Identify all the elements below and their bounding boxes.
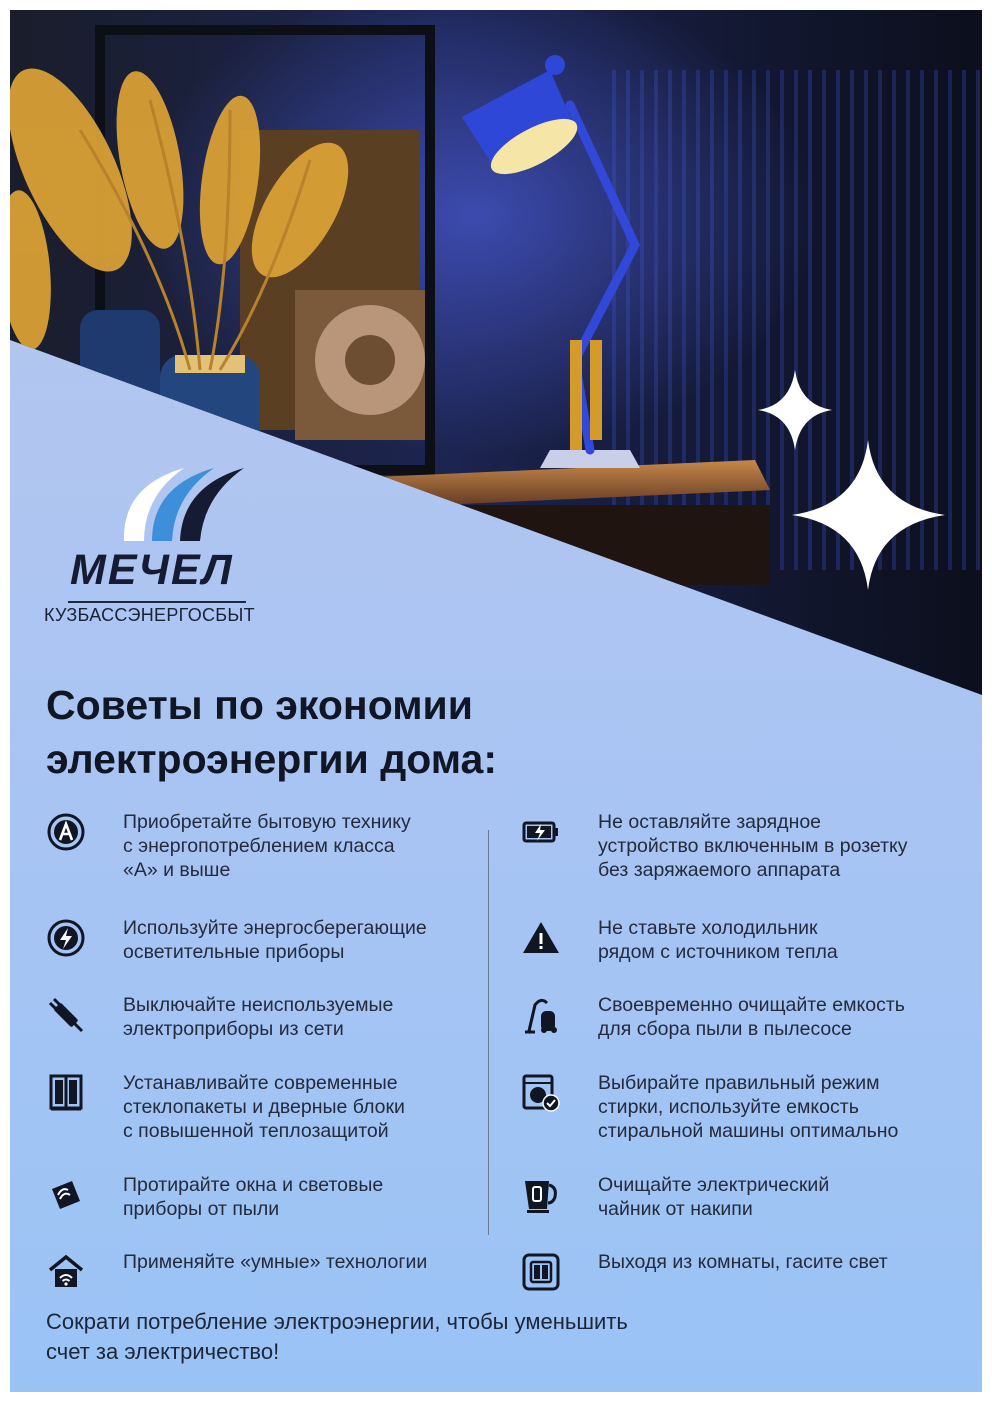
tip-left-3: [46, 993, 393, 1041]
footer-call-to-action: Сократи потребление электроэнергии, чтобы уменьшить счет за электричество!: [46, 1309, 628, 1364]
brand-rule: [68, 601, 246, 603]
flyer: [10, 10, 982, 1392]
window-icon: [46, 1073, 86, 1113]
tip-text: Выключайте неиспользуемые электроприборы из сети: [123, 994, 394, 1040]
tip-right-1: [521, 810, 908, 882]
tip-left-4: [46, 1071, 405, 1143]
column-divider: [488, 830, 489, 1235]
brand-name: МЕЧЕЛ: [70, 546, 234, 594]
brand-subtitle: КУЗБАССЭНЕРГОСБЫТ: [44, 605, 255, 625]
unplugged-plug-icon: [46, 995, 86, 1035]
light-switch-icon: [521, 1252, 561, 1292]
tip-text: Своевременно очищайте емкость для сбора пыли в пылесосе: [598, 994, 905, 1040]
lightning-circle-icon: [46, 918, 86, 958]
tip-right-5: [521, 1173, 829, 1221]
mechel-logo-icon: [114, 466, 244, 546]
tip-text: Выходя из комнаты, гасите свет: [598, 1251, 888, 1273]
tip-right-6: [521, 1250, 888, 1292]
brand-block: [44, 466, 284, 636]
electric-kettle-icon: [521, 1175, 561, 1215]
tip-text: Не оставляйте зарядное устройство включенным в розетку без заряжаемого аппарата: [598, 811, 908, 881]
charging-battery-icon: [521, 812, 561, 852]
energy-class-a-icon: [46, 812, 86, 852]
cleaning-cloth-icon: [46, 1175, 86, 1215]
headline-line-2: электроэнергии дома:: [46, 736, 497, 782]
tip-text: Устанавливайте современные стеклопакеты и дверные блоки с повышенной теплозащитой: [123, 1072, 405, 1142]
tip-left-6: [46, 1250, 427, 1292]
tip-text: Применяйте «умные» технологии: [123, 1251, 428, 1273]
tip-text: Очищайте электрический чайник от накипи: [598, 1174, 830, 1220]
tip-left-2: [46, 916, 427, 964]
tip-left-5: [46, 1173, 383, 1221]
tip-text: Используйте энергосберегающие осветительные приборы: [123, 917, 427, 963]
tip-right-4: [521, 1071, 898, 1143]
vacuum-cleaner-icon: [521, 995, 561, 1035]
tip-text: Приобретайте бытовую технику с энергопотреблением класса «А» и выше: [123, 811, 411, 881]
tip-text: Выбирайте правильный режим стирки, используйте емкость стиральной машины оптимально: [598, 1072, 899, 1142]
tip-right-3: [521, 993, 905, 1041]
tip-text: Не ставьте холодильник рядом с источником тепла: [598, 917, 838, 963]
headline-line-1: Советы по экономии: [46, 682, 473, 728]
smart-home-icon: [46, 1252, 86, 1292]
washing-machine-icon: [521, 1073, 561, 1113]
warning-triangle-icon: [521, 918, 561, 958]
tip-left-1: [46, 810, 411, 882]
headline: [46, 678, 497, 786]
tip-right-2: [521, 916, 838, 964]
tip-text: Протирайте окна и световые приборы от пыли: [123, 1174, 384, 1220]
